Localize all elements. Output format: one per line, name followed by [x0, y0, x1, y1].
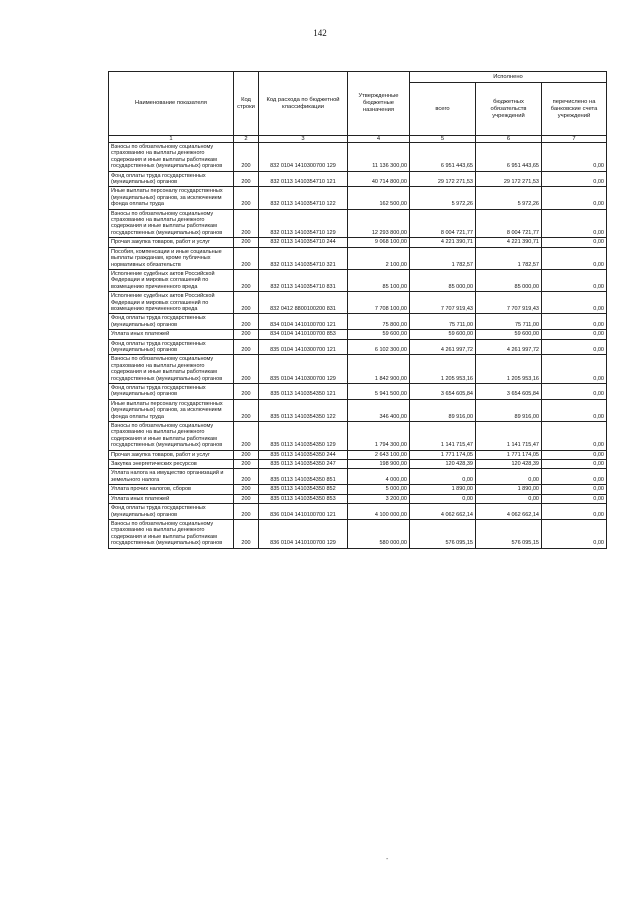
cell-executed-budget: 0,00 [476, 469, 542, 485]
cell-executed-budget: 4 221 390,71 [476, 238, 542, 247]
cell-name: Уплата налога на имущество организаций и земельного налога [109, 469, 234, 485]
header-budget-institutions: бюджетных обязательств учреждений [476, 83, 542, 136]
cell-executed-budget: 89 916,00 [476, 399, 542, 421]
cell-code-row: 200 [234, 494, 259, 503]
cell-executed-budget: 1 890,00 [476, 485, 542, 494]
page-number: 142 [313, 28, 327, 38]
table-header [109, 72, 607, 136]
cell-transferred: 0,00 [542, 269, 607, 291]
cell-budget-code: 835 0113 1410354350 852 [259, 485, 348, 494]
cell-executed-total: 6 951 443,65 [410, 143, 476, 172]
table-row [109, 330, 607, 339]
table-row [109, 171, 607, 187]
cell-code-row: 200 [234, 171, 259, 187]
cell-transferred: 0,00 [542, 292, 607, 314]
cell-approved: 162 500,00 [348, 187, 410, 209]
cell-name: Исполнение судебных актов Российской Федерации и мировых соглашений по возмещению причиненного вреда [109, 269, 234, 291]
cell-executed-budget: 1 205 953,16 [476, 355, 542, 384]
cell-budget-code: 834 0104 1410100700 853 [259, 330, 348, 339]
cell-approved: 346 400,00 [348, 399, 410, 421]
cell-code-row: 200 [234, 143, 259, 172]
cell-code-row: 200 [234, 339, 259, 355]
table-row [109, 384, 607, 400]
cell-transferred: 0,00 [542, 450, 607, 459]
cell-approved: 4 000,00 [348, 469, 410, 485]
cell-transferred: 0,00 [542, 504, 607, 520]
cell-executed-budget: 1 782,57 [476, 247, 542, 269]
cell-budget-code: 835 0113 1410354350 244 [259, 450, 348, 459]
cell-budget-code: 835 0113 1410354350 122 [259, 399, 348, 421]
table-row [109, 238, 607, 247]
cell-transferred: 0,00 [542, 494, 607, 503]
cell-name: Фонд оплаты труда государственных (муниципальных) органов [109, 384, 234, 400]
cell-executed-total: 7 707 919,43 [410, 292, 476, 314]
cell-executed-budget: 576 095,15 [476, 519, 542, 548]
header-transferred: перечислено на банковские счета учреждений [542, 83, 607, 136]
cell-transferred: 0,00 [542, 422, 607, 451]
cell-transferred: 0,00 [542, 460, 607, 469]
cell-code-row: 200 [234, 187, 259, 209]
cell-budget-code: 832 0113 1410354710 831 [259, 269, 348, 291]
table-row [109, 450, 607, 459]
cell-transferred: 0,00 [542, 519, 607, 548]
cell-budget-code: 832 0412 8800100200 831 [259, 292, 348, 314]
column-numbers-row [109, 136, 607, 143]
budget-execution-table [108, 71, 607, 549]
cell-code-row: 200 [234, 450, 259, 459]
table-row [109, 399, 607, 421]
cell-name: Взносы по обязательному социальному страхованию на выплаты денежного содержания и иные выплаты работникам государственных (муниципальных) органов [109, 519, 234, 548]
cell-code-row: 200 [234, 519, 259, 548]
cell-executed-total: 4 261 997,72 [410, 339, 476, 355]
cell-approved: 198 900,00 [348, 460, 410, 469]
cell-budget-code: 835 0113 1410354350 121 [259, 384, 348, 400]
cell-executed-budget: 5 972,26 [476, 187, 542, 209]
cell-executed-budget: 0,00 [476, 494, 542, 503]
cell-budget-code: 832 0113 1410354710 129 [259, 209, 348, 238]
cell-executed-budget: 29 172 271,53 [476, 171, 542, 187]
table-row [109, 269, 607, 291]
cell-budget-code: 832 0113 1410354710 122 [259, 187, 348, 209]
table-row [109, 292, 607, 314]
cell-executed-total: 1 205 953,16 [410, 355, 476, 384]
cell-name: Фонд оплаты труда государственных (муниципальных) органов [109, 504, 234, 520]
table-row [109, 339, 607, 355]
cell-transferred: 0,00 [542, 247, 607, 269]
cell-code-row: 200 [234, 238, 259, 247]
cell-executed-budget: 1 141 715,47 [476, 422, 542, 451]
cell-budget-code: 834 0104 1410100700 121 [259, 314, 348, 330]
table-row [109, 209, 607, 238]
cell-budget-code: 836 0104 1410100700 121 [259, 504, 348, 520]
cell-name: Взносы по обязательному социальному страхованию на выплаты денежного содержания и иные выплаты работникам государственных (муниципальных) органов [109, 422, 234, 451]
table-row [109, 504, 607, 520]
cell-budget-code: 835 0104 1410300700 121 [259, 339, 348, 355]
cell-transferred: 0,00 [542, 238, 607, 247]
cell-executed-total: 3 654 605,84 [410, 384, 476, 400]
cell-code-row: 200 [234, 485, 259, 494]
cell-transferred: 0,00 [542, 171, 607, 187]
cell-transferred: 0,00 [542, 143, 607, 172]
cell-executed-total: 1 141 715,47 [410, 422, 476, 451]
cell-executed-total: 1 782,57 [410, 247, 476, 269]
cell-executed-budget: 4 261 997,72 [476, 339, 542, 355]
cell-name: Исполнение судебных актов Российской Федерации и мировых соглашений по возмещению причиненного вреда [109, 292, 234, 314]
cell-name: Уплата иных платежей [109, 494, 234, 503]
cell-code-row: 200 [234, 269, 259, 291]
cell-executed-total: 29 172 271,53 [410, 171, 476, 187]
cell-budget-code: 832 0113 1410354710 244 [259, 238, 348, 247]
table-row [109, 494, 607, 503]
cell-executed-budget: 7 707 919,43 [476, 292, 542, 314]
cell-name: Прочая закупка товаров, работ и услуг [109, 450, 234, 459]
cell-code-row: 200 [234, 247, 259, 269]
column-number: 2 [234, 136, 259, 143]
cell-name: Иные выплаты персоналу государственных (муниципальных) органов, за исключением фонда оплаты труда [109, 399, 234, 421]
cell-approved: 5 941 500,00 [348, 384, 410, 400]
cell-approved: 1 794 300,00 [348, 422, 410, 451]
cell-name: Фонд оплаты труда государственных (муниципальных) органов [109, 339, 234, 355]
cell-executed-total: 1 771 174,05 [410, 450, 476, 459]
cell-name: Прочая закупка товаров, работ и услуг [109, 238, 234, 247]
table-row [109, 469, 607, 485]
cell-transferred: 0,00 [542, 469, 607, 485]
header-code-budget: Код расхода по бюджетной классификации [259, 72, 348, 136]
cell-executed-budget: 85 000,00 [476, 269, 542, 291]
cell-name: Взносы по обязательному социальному страхованию на выплаты денежного содержания и иные выплаты работникам государственных (муниципальных) органов [109, 209, 234, 238]
cell-approved: 75 800,00 [348, 314, 410, 330]
cell-executed-budget: 59 600,00 [476, 330, 542, 339]
footer-mark: - [386, 856, 389, 863]
header-approved: Утвержденные бюджетные назначения [348, 72, 410, 136]
table-row [109, 519, 607, 548]
column-number: 3 [259, 136, 348, 143]
column-number: 7 [542, 136, 607, 143]
cell-executed-total: 576 095,15 [410, 519, 476, 548]
cell-executed-budget: 8 004 721,77 [476, 209, 542, 238]
cell-transferred: 0,00 [542, 355, 607, 384]
cell-code-row: 200 [234, 330, 259, 339]
cell-code-row: 200 [234, 314, 259, 330]
cell-transferred: 0,00 [542, 485, 607, 494]
cell-transferred: 0,00 [542, 314, 607, 330]
header-executed: Исполнено [410, 72, 607, 83]
header-name: Наименование показателя [109, 72, 234, 136]
cell-executed-total: 0,00 [410, 494, 476, 503]
cell-name: Уплата иных платежей [109, 330, 234, 339]
cell-code-row: 200 [234, 469, 259, 485]
cell-approved: 5 000,00 [348, 485, 410, 494]
table-row [109, 355, 607, 384]
cell-budget-code: 835 0113 1410354350 853 [259, 494, 348, 503]
cell-approved: 6 102 300,00 [348, 339, 410, 355]
cell-approved: 4 100 000,00 [348, 504, 410, 520]
cell-code-row: 200 [234, 399, 259, 421]
table-row [109, 422, 607, 451]
cell-transferred: 0,00 [542, 330, 607, 339]
cell-executed-total: 59 600,00 [410, 330, 476, 339]
cell-budget-code: 832 0113 1410354710 321 [259, 247, 348, 269]
cell-approved: 3 200,00 [348, 494, 410, 503]
table-row [109, 187, 607, 209]
cell-name: Фонд оплаты труда государственных (муниципальных) органов [109, 171, 234, 187]
column-number: 4 [348, 136, 410, 143]
cell-executed-total: 4 221 390,71 [410, 238, 476, 247]
cell-budget-code: 835 0104 1410300700 129 [259, 355, 348, 384]
cell-code-row: 200 [234, 355, 259, 384]
cell-approved: 7 708 100,00 [348, 292, 410, 314]
cell-approved: 40 714 800,00 [348, 171, 410, 187]
cell-executed-total: 75 711,00 [410, 314, 476, 330]
cell-budget-code: 832 0104 1410300700 129 [259, 143, 348, 172]
cell-executed-total: 89 916,00 [410, 399, 476, 421]
cell-approved: 580 000,00 [348, 519, 410, 548]
cell-executed-total: 4 062 662,14 [410, 504, 476, 520]
table-row [109, 485, 607, 494]
table-row [109, 460, 607, 469]
cell-code-row: 200 [234, 209, 259, 238]
header-code-row: Код строки [234, 72, 259, 136]
cell-transferred: 0,00 [542, 187, 607, 209]
cell-code-row: 200 [234, 384, 259, 400]
cell-executed-budget: 3 654 605,84 [476, 384, 542, 400]
header-total: всего [410, 83, 476, 136]
cell-executed-total: 1 890,00 [410, 485, 476, 494]
cell-budget-code: 835 0113 1410354350 247 [259, 460, 348, 469]
budget-execution-table-container [108, 71, 606, 549]
column-number: 6 [476, 136, 542, 143]
cell-approved: 2 643 100,00 [348, 450, 410, 459]
cell-name: Уплата прочих налогов, сборов [109, 485, 234, 494]
table-row [109, 143, 607, 172]
cell-executed-budget: 75 711,00 [476, 314, 542, 330]
cell-code-row: 200 [234, 422, 259, 451]
cell-code-row: 200 [234, 460, 259, 469]
column-number: 5 [410, 136, 476, 143]
cell-executed-total: 120 428,39 [410, 460, 476, 469]
cell-name: Пособия, компенсации и иные социальные выплаты гражданам, кроме публичных нормативных обязательств [109, 247, 234, 269]
cell-name: Взносы по обязательному социальному страхованию на выплаты денежного содержания и иные выплаты работникам государственных (муниципальных) органов [109, 143, 234, 172]
table-body [109, 143, 607, 549]
cell-executed-total: 85 000,00 [410, 269, 476, 291]
cell-budget-code: 836 0104 1410100700 129 [259, 519, 348, 548]
cell-executed-total: 8 004 721,77 [410, 209, 476, 238]
cell-executed-budget: 120 428,39 [476, 460, 542, 469]
table-row [109, 314, 607, 330]
cell-budget-code: 832 0113 1410354710 121 [259, 171, 348, 187]
cell-approved: 59 600,00 [348, 330, 410, 339]
cell-code-row: 200 [234, 292, 259, 314]
cell-name: Фонд оплаты труда государственных (муниципальных) органов [109, 314, 234, 330]
column-number: 1 [109, 136, 234, 143]
cell-budget-code: 835 0113 1410354350 851 [259, 469, 348, 485]
cell-approved: 2 100,00 [348, 247, 410, 269]
cell-transferred: 0,00 [542, 399, 607, 421]
cell-transferred: 0,00 [542, 384, 607, 400]
cell-code-row: 200 [234, 504, 259, 520]
cell-name: Иные выплаты персоналу государственных (муниципальных) органов, за исключением фонда оплаты труда [109, 187, 234, 209]
cell-executed-total: 0,00 [410, 469, 476, 485]
cell-executed-budget: 6 951 443,65 [476, 143, 542, 172]
cell-approved: 11 136 300,00 [348, 143, 410, 172]
table-row [109, 247, 607, 269]
cell-budget-code: 835 0113 1410354350 129 [259, 422, 348, 451]
cell-transferred: 0,00 [542, 209, 607, 238]
cell-approved: 9 068 100,00 [348, 238, 410, 247]
cell-approved: 85 100,00 [348, 269, 410, 291]
cell-executed-budget: 4 062 662,14 [476, 504, 542, 520]
cell-approved: 1 842 900,00 [348, 355, 410, 384]
cell-name: Закупка энергетических ресурсов [109, 460, 234, 469]
cell-executed-total: 5 972,26 [410, 187, 476, 209]
cell-executed-budget: 1 771 174,05 [476, 450, 542, 459]
cell-transferred: 0,00 [542, 339, 607, 355]
cell-name: Взносы по обязательному социальному страхованию на выплаты денежного содержания и иные выплаты работникам государственных (муниципальных) органов [109, 355, 234, 384]
cell-approved: 12 293 800,00 [348, 209, 410, 238]
